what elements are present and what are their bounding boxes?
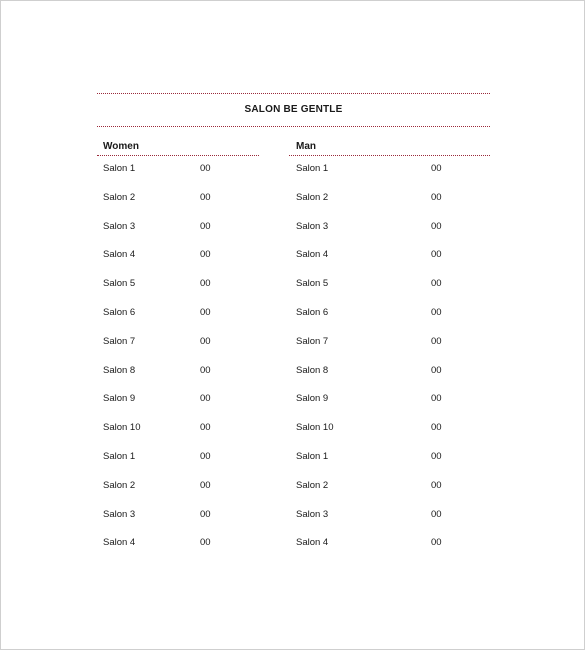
women-header-rule [97, 155, 259, 156]
man-row-value: 00 [431, 509, 442, 520]
women-column-header: Women [103, 141, 139, 152]
women-row-label: Salon 10 [103, 422, 141, 433]
man-row-value: 00 [431, 221, 442, 232]
man-row-label: Salon 7 [296, 336, 329, 347]
title-bottom-rule [97, 126, 490, 127]
women-row-value: 00 [200, 509, 211, 520]
women-row-label: Salon 2 [103, 480, 136, 491]
women-row-label: Salon 1 [103, 163, 136, 174]
women-row-label: Salon 4 [103, 537, 136, 548]
women-row-label: Salon 3 [103, 509, 136, 520]
man-header-rule [289, 155, 490, 156]
man-row-label: Salon 8 [296, 365, 329, 376]
women-row-value: 00 [200, 537, 211, 548]
women-row-value: 00 [200, 451, 211, 462]
man-row-value: 00 [431, 422, 442, 433]
women-row-label: Salon 1 [103, 451, 136, 462]
man-row-value: 00 [431, 537, 442, 548]
man-row-label: Salon 2 [296, 480, 329, 491]
women-row-value: 00 [200, 192, 211, 203]
man-row-value: 00 [431, 480, 442, 491]
women-row-label: Salon 8 [103, 365, 136, 376]
man-row-value: 00 [431, 451, 442, 462]
women-row-label: Salon 2 [103, 192, 136, 203]
women-row-value: 00 [200, 307, 211, 318]
man-row-label: Salon 3 [296, 509, 329, 520]
man-row-label: Salon 10 [296, 422, 334, 433]
women-row-value: 00 [200, 480, 211, 491]
man-row-label: Salon 2 [296, 192, 329, 203]
women-row-label: Salon 5 [103, 278, 136, 289]
women-row-value: 00 [200, 393, 211, 404]
man-row-label: Salon 9 [296, 393, 329, 404]
man-row-value: 00 [431, 393, 442, 404]
man-row-value: 00 [431, 307, 442, 318]
man-column-header: Man [296, 141, 316, 152]
women-row-value: 00 [200, 422, 211, 433]
women-row-label: Salon 6 [103, 307, 136, 318]
man-row-label: Salon 1 [296, 451, 329, 462]
man-row-label: Salon 4 [296, 537, 329, 548]
women-row-label: Salon 9 [103, 393, 136, 404]
women-row-label: Salon 7 [103, 336, 136, 347]
women-row-value: 00 [200, 278, 211, 289]
man-row-label: Salon 3 [296, 221, 329, 232]
document-title: SALON BE GENTLE [244, 104, 343, 115]
women-row-value: 00 [200, 163, 211, 174]
man-row-label: Salon 5 [296, 278, 329, 289]
title-top-rule [97, 93, 490, 94]
women-row-value: 00 [200, 249, 211, 260]
women-row-label: Salon 4 [103, 249, 136, 260]
man-row-label: Salon 4 [296, 249, 329, 260]
women-row-label: Salon 3 [103, 221, 136, 232]
man-row-label: Salon 6 [296, 307, 329, 318]
women-row-value: 00 [200, 336, 211, 347]
women-row-value: 00 [200, 365, 211, 376]
man-row-value: 00 [431, 192, 442, 203]
man-row-value: 00 [431, 336, 442, 347]
women-row-value: 00 [200, 221, 211, 232]
man-row-value: 00 [431, 278, 442, 289]
man-row-value: 00 [431, 163, 442, 174]
man-row-value: 00 [431, 365, 442, 376]
man-row-value: 00 [431, 249, 442, 260]
man-row-label: Salon 1 [296, 163, 329, 174]
